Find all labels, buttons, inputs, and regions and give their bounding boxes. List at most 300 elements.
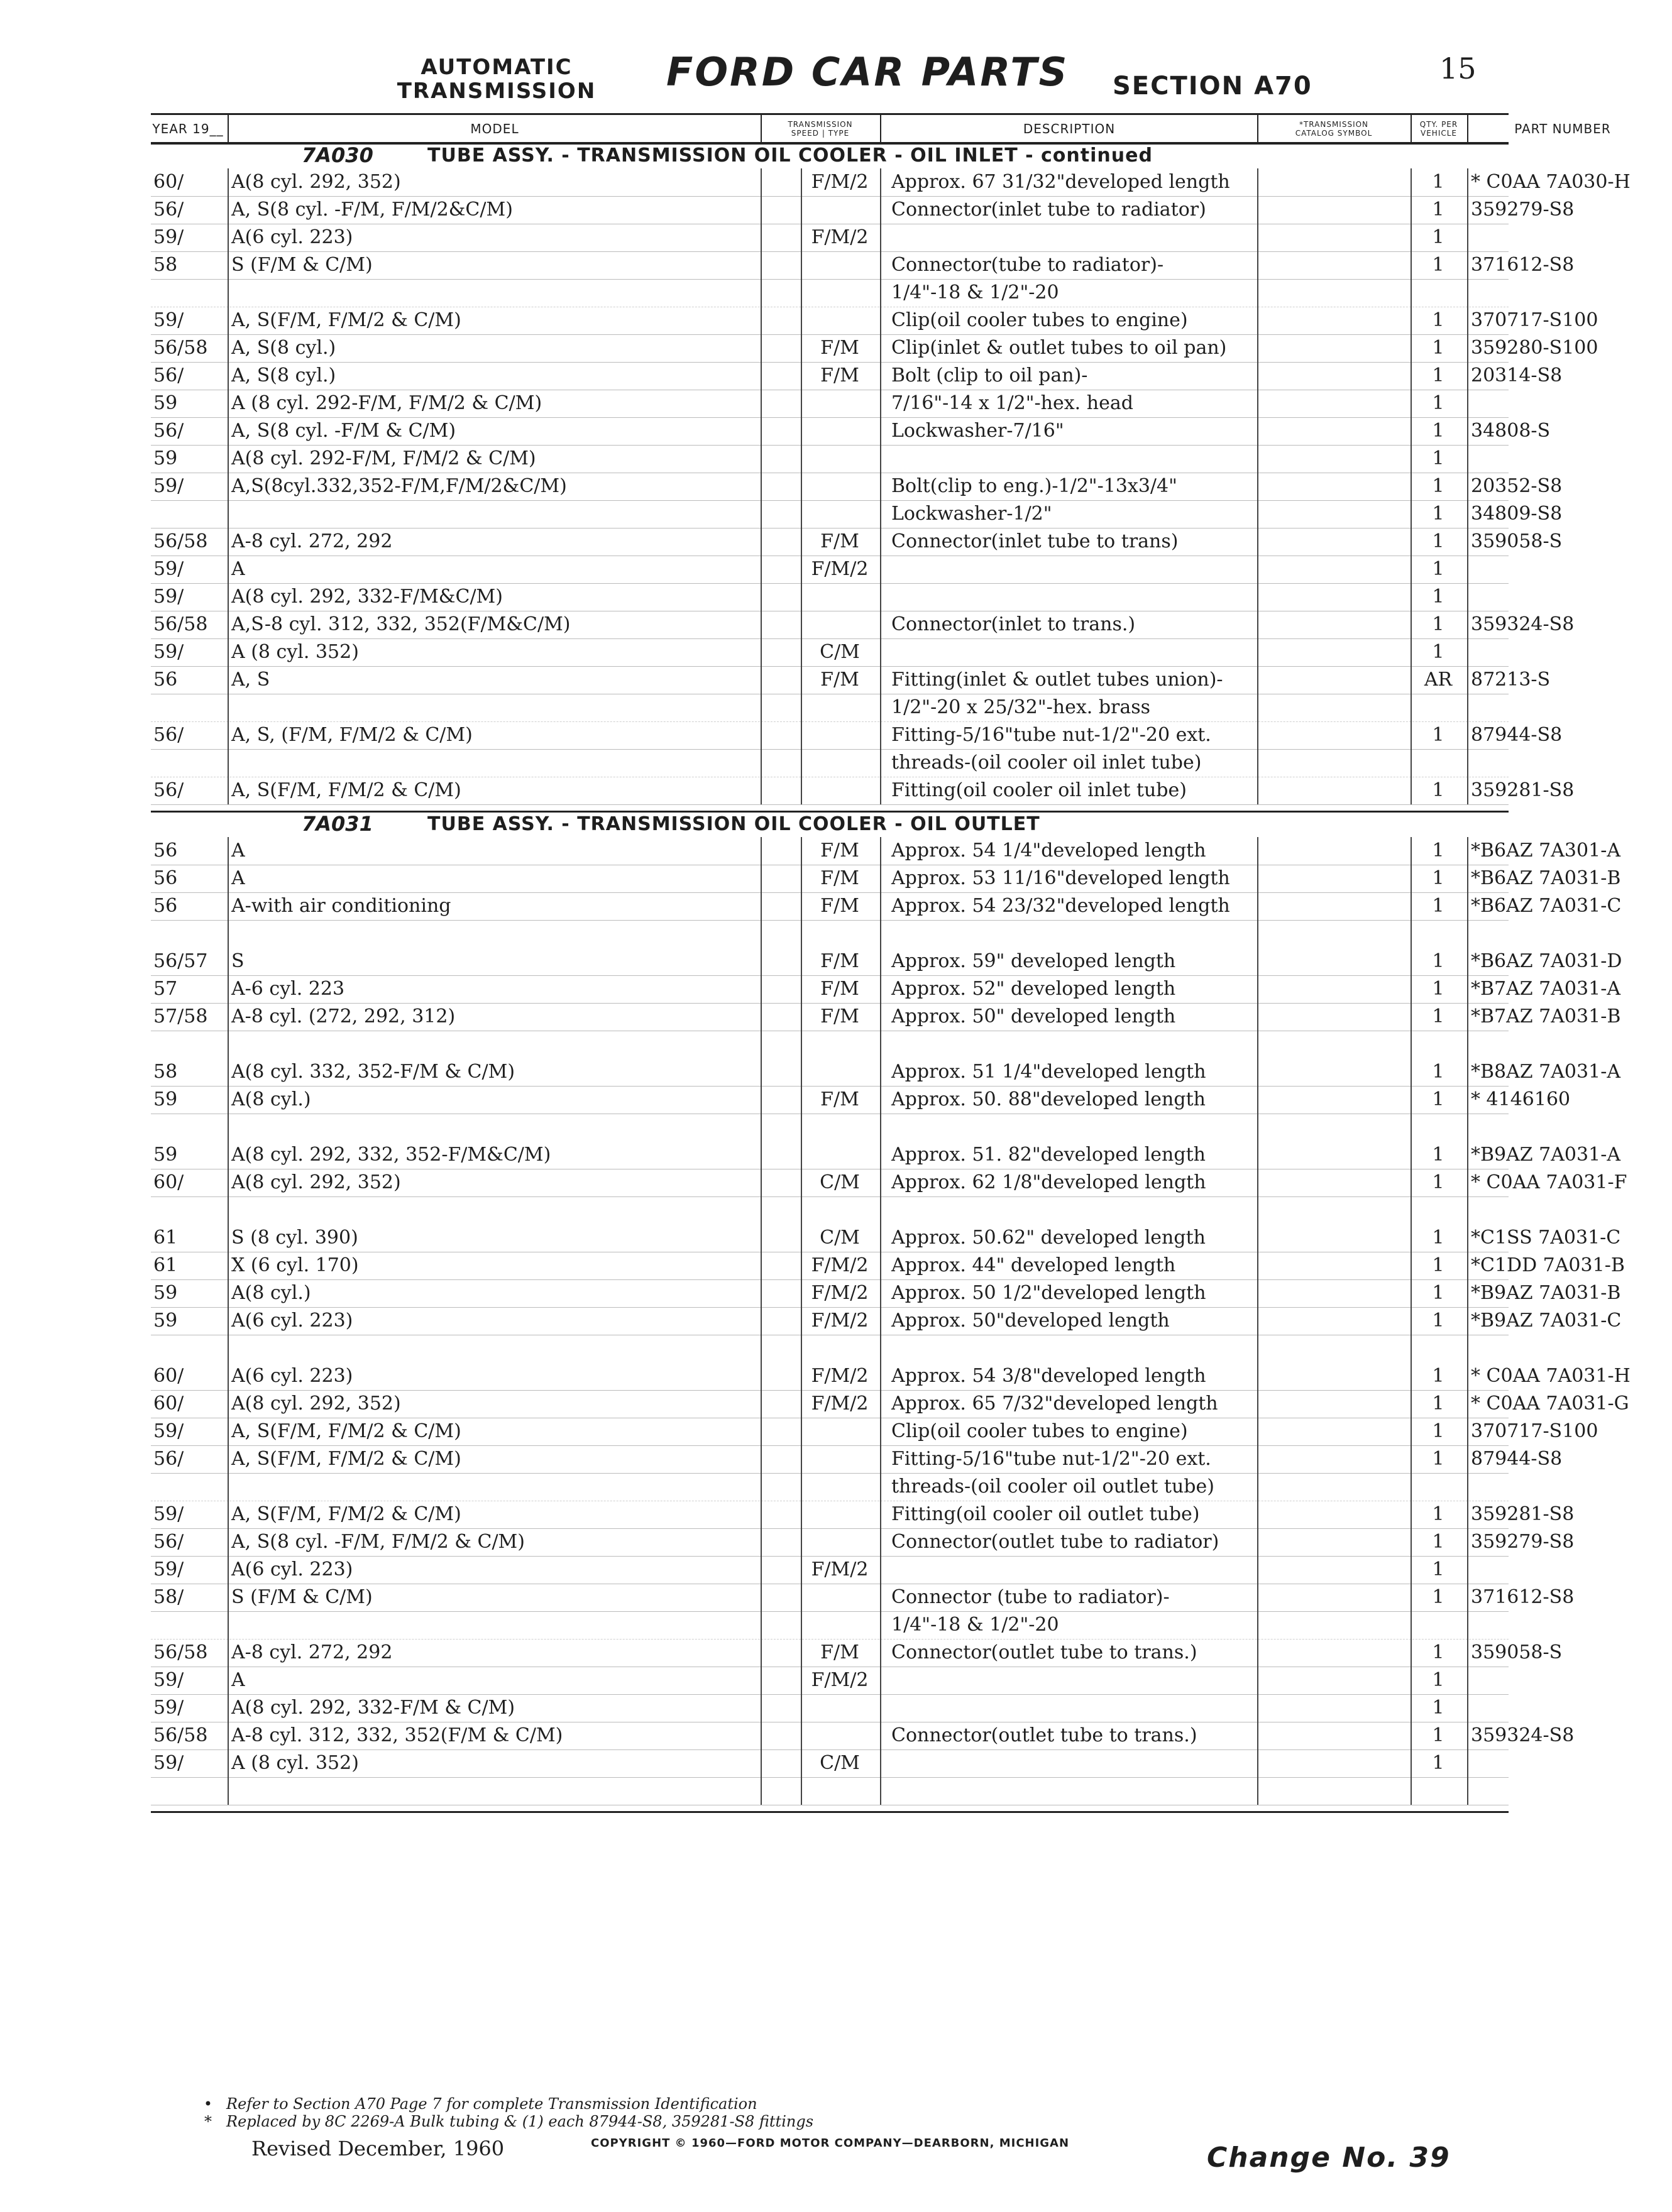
table-row <box>151 1169 1627 1197</box>
cell-type <box>802 390 877 417</box>
cell-model: A,S-8 cyl. 312, 332, 352(F/M&C/M) <box>231 613 571 635</box>
cell-desc: 7/16"-14 x 1/2"-hex. head <box>891 392 1133 414</box>
column-divider <box>1467 168 1468 804</box>
table-row <box>151 1279 1621 1308</box>
cell-desc <box>891 445 1256 473</box>
cell-desc: Connector(inlet to trans.) <box>891 613 1136 635</box>
cell-type: F/M <box>820 669 859 691</box>
table-row <box>151 1611 1509 1640</box>
cell-year: 56/58 <box>153 337 208 359</box>
cell-part: 359324-S8 <box>1471 1724 1575 1746</box>
cell-qty <box>1412 1473 1465 1501</box>
table-row <box>151 1362 1631 1391</box>
cell-qty: 1 <box>1432 1752 1444 1774</box>
column-qty <box>1412 115 1466 143</box>
cell-desc: Connector(inlet tube to radiator) <box>891 199 1206 221</box>
cell-part <box>1471 1749 1672 1777</box>
table-row <box>151 583 1509 611</box>
column-header <box>151 113 1611 145</box>
cell-desc: Lockwasher-1/2" <box>891 503 1052 525</box>
cell-model: A(8 cyl. 292, 332-F/M&C/M) <box>231 586 503 608</box>
cell-desc: Approx. 44" developed length <box>891 1254 1176 1276</box>
cell-part <box>1471 1611 1672 1639</box>
cell-qty: 1 <box>1432 364 1444 386</box>
cell-type <box>802 251 877 279</box>
cell-type: F/M/2 <box>811 1669 869 1691</box>
cell-type: F/M <box>820 1088 859 1110</box>
column-model: MODEL <box>470 121 519 136</box>
cell-type: F/M/2 <box>811 1558 869 1580</box>
cell-qty: 1 <box>1432 950 1444 972</box>
cell-part: *B9AZ 7A031-B <box>1471 1282 1621 1304</box>
cell-type <box>802 1722 877 1749</box>
cell-type <box>802 307 877 334</box>
cell-part: *B8AZ 7A031-A <box>1471 1061 1620 1083</box>
cell-year: 56/ <box>153 420 184 442</box>
cell-qty: 1 <box>1432 1641 1444 1663</box>
section-number: 7A031 <box>302 812 373 836</box>
cell-part: 87213-S <box>1471 669 1551 691</box>
cell-type: C/M <box>820 641 860 663</box>
cell-model: A, S(8 cyl.) <box>231 364 336 386</box>
cell-year: 59/ <box>153 586 184 608</box>
column-divider <box>761 837 762 1805</box>
cell-type: F/M/2 <box>811 171 869 193</box>
cell-year: 59/ <box>153 558 184 580</box>
cell-model: A(6 cyl. 223) <box>231 226 353 248</box>
cell-year: 59/ <box>153 475 184 497</box>
cell-part <box>1471 390 1672 417</box>
cell-model: S (F/M & C/M) <box>231 1586 373 1608</box>
cell-year: 56/57 <box>153 950 208 972</box>
cell-year: 59 <box>153 447 178 469</box>
cell-model: A-6 cyl. 223 <box>231 978 345 1000</box>
cell-year: 56/58 <box>153 1724 208 1746</box>
cell-year: 59/ <box>153 1669 184 1691</box>
cell-part: *B6AZ 7A031-C <box>1471 895 1622 917</box>
cell-type: F/M/2 <box>811 226 869 248</box>
column-year: YEAR 19__ <box>152 121 224 136</box>
column-divider <box>228 168 229 804</box>
table-row <box>151 1694 1509 1722</box>
column-divider <box>1257 837 1258 1805</box>
table-row <box>151 1501 1575 1529</box>
section-title: TUBE ASSY. - TRANSMISSION OIL COOLER - OIL OUTLET <box>427 813 1040 835</box>
table-row <box>151 777 1575 805</box>
cell-desc: Approx. 50" developed length <box>891 1005 1176 1027</box>
cell-year: 56/ <box>153 779 184 801</box>
cell-qty: 1 <box>1432 1005 1444 1027</box>
section-label: SECTION A70 <box>1113 72 1312 101</box>
cell-desc: Connector(outlet tube to trans.) <box>891 1641 1197 1663</box>
cell-qty: 1 <box>1432 199 1444 221</box>
cell-type <box>802 694 877 721</box>
cell-qty: 1 <box>1432 1365 1444 1387</box>
revised-date: Revised December, 1960 <box>251 2137 505 2160</box>
cell-model: A <box>231 1669 245 1691</box>
cell-year: 57/58 <box>153 1005 208 1027</box>
cell-year: 57 <box>153 978 178 1000</box>
cell-type: F/M/2 <box>811 1365 869 1387</box>
page-number: 15 <box>1439 52 1477 85</box>
cell-desc: Approx. 54 1/4"developed length <box>891 840 1206 862</box>
cell-desc: Bolt (clip to oil pan)- <box>891 364 1088 386</box>
cell-desc <box>891 583 1256 611</box>
cell-part <box>1471 279 1672 307</box>
cell-qty: 1 <box>1432 392 1444 414</box>
cell-model: A, S(8 cyl.) <box>231 337 336 359</box>
cell-type: F/M <box>820 867 859 889</box>
cell-part: * C0AA 7A031-H <box>1471 1365 1631 1387</box>
cell-part: *B7AZ 7A031-A <box>1471 978 1620 1000</box>
cell-year: 60/ <box>153 1365 184 1387</box>
cell-year <box>153 279 228 307</box>
footnote-2-mark: * <box>204 2113 212 2130</box>
column-catalog-line1: *TRANSMISSION <box>1299 120 1369 129</box>
cell-desc: Approx. 54 23/32"developed length <box>891 895 1230 917</box>
cell-desc: Approx. 50 1/2"developed length <box>891 1282 1206 1304</box>
cell-qty <box>1412 279 1465 307</box>
cell-type: C/M <box>820 1227 860 1249</box>
cell-type <box>802 473 877 500</box>
cell-type <box>802 1058 877 1086</box>
cell-model: A, S(F/M, F/M/2 & C/M) <box>231 1420 461 1442</box>
table-row <box>151 837 1620 865</box>
table-row <box>151 1556 1509 1584</box>
table-row <box>151 948 1622 976</box>
cell-model <box>231 279 759 307</box>
cell-part: 34809-S8 <box>1471 503 1563 525</box>
cell-desc: Fitting(oil cooler oil outlet tube) <box>891 1503 1200 1525</box>
cell-model: A, S(F/M, F/M/2 & C/M) <box>231 779 461 801</box>
cell-part: 359279-S8 <box>1471 199 1575 221</box>
cell-year: 56/ <box>153 1448 184 1470</box>
cell-model: A(8 cyl.) <box>231 1282 311 1304</box>
cell-desc: Connector(outlet tube to radiator) <box>891 1531 1219 1553</box>
table-row <box>151 638 1509 667</box>
cell-type: F/M/2 <box>811 1282 869 1304</box>
cell-model <box>231 749 759 777</box>
cell-qty: 1 <box>1432 337 1444 359</box>
cell-model: A-8 cyl. (272, 292, 312) <box>231 1005 456 1027</box>
cell-model: A(8 cyl. 292, 332, 352-F/M&C/M) <box>231 1144 551 1166</box>
cell-model: A (8 cyl. 292-F/M, F/M/2 & C/M) <box>231 392 542 414</box>
cell-part: 34808-S <box>1471 420 1551 442</box>
cell-part <box>1471 583 1672 611</box>
cell-qty <box>1412 1777 1465 1805</box>
cell-type: F/M <box>820 337 859 359</box>
cell-qty: 1 <box>1432 1088 1444 1110</box>
cell-type: C/M <box>820 1171 860 1193</box>
cell-model: A, S(8 cyl. -F/M & C/M) <box>231 420 456 442</box>
table-row <box>151 1418 1598 1446</box>
cell-year: 59/ <box>153 1558 184 1580</box>
cell-type <box>802 417 877 445</box>
table-row <box>151 556 1509 584</box>
copyright: COPYRIGHT © 1960—FORD MOTOR COMPANY—DEARBORN, MICHIGAN <box>591 2137 1070 2150</box>
table-row <box>151 1224 1621 1252</box>
cell-qty: 1 <box>1432 171 1444 193</box>
cell-type <box>802 1141 877 1169</box>
cell-model: X (6 cyl. 170) <box>231 1254 359 1276</box>
column-divider <box>761 168 762 804</box>
cell-part <box>1471 694 1672 721</box>
cell-part: 370717-S100 <box>1471 309 1598 331</box>
cell-part <box>1471 224 1672 251</box>
cell-model: A <box>231 558 245 580</box>
cell-part: 359058-S <box>1471 530 1563 552</box>
cell-type <box>802 1418 877 1445</box>
cell-model: A, S, (F/M, F/M/2 & C/M) <box>231 724 473 746</box>
page-title: FORD CAR PARTS <box>666 49 1069 95</box>
cell-year: 56 <box>153 867 178 889</box>
cell-part: 359281-S8 <box>1471 779 1575 801</box>
cell-year: 60/ <box>153 171 184 193</box>
cell-type <box>802 1528 877 1556</box>
cell-part: *B7AZ 7A031-B <box>1471 1005 1621 1027</box>
cell-qty: 1 <box>1432 586 1444 608</box>
cell-qty: 1 <box>1432 1061 1444 1083</box>
cell-year: 58 <box>153 254 178 276</box>
cell-year: 56/ <box>153 1531 184 1553</box>
table-row <box>151 1141 1620 1169</box>
cell-qty: 1 <box>1432 558 1444 580</box>
cell-type <box>802 611 877 638</box>
table-row <box>151 1307 1622 1335</box>
table-row <box>151 528 1563 556</box>
table-row <box>151 334 1598 363</box>
cell-desc: Connector (tube to radiator)- <box>891 1586 1170 1608</box>
cell-qty <box>1412 1611 1465 1639</box>
cell-desc: 1/4"-18 & 1/2"-20 <box>891 282 1059 304</box>
cell-year: 60/ <box>153 1171 184 1193</box>
column-divider <box>1411 168 1412 804</box>
column-part-number: PART NUMBER <box>1514 121 1611 136</box>
cell-desc: Approx. 51 1/4"developed length <box>891 1061 1206 1083</box>
cell-part: *B9AZ 7A031-C <box>1471 1310 1622 1332</box>
cell-part: * 4146160 <box>1471 1088 1571 1110</box>
footnote-2-text: Replaced by 8C 2269-A Bulk tubing & (1) each 87944-S8, 359281-S8 fittings <box>226 2113 814 2130</box>
cell-model: S (F/M & C/M) <box>231 254 373 276</box>
cell-qty: 1 <box>1432 226 1444 248</box>
cell-part <box>1471 638 1672 666</box>
table-row <box>151 390 1509 418</box>
cell-type: F/M/2 <box>811 558 869 580</box>
table-row <box>151 500 1563 528</box>
cell-model: A-with air conditioning <box>231 895 451 917</box>
cell-desc <box>891 1749 1256 1777</box>
cell-model: A,S(8cyl.332,352-F/M,F/M/2&C/M) <box>231 475 567 497</box>
table-row <box>151 445 1509 473</box>
table-row <box>151 694 1509 722</box>
cell-type <box>802 1694 877 1722</box>
table-row <box>151 1777 1509 1805</box>
cell-desc <box>891 1777 1256 1805</box>
cell-part <box>1471 749 1672 777</box>
cell-part: 370717-S100 <box>1471 1420 1598 1442</box>
cell-model: A(8 cyl. 292, 332-F/M & C/M) <box>231 1697 515 1719</box>
cell-qty: 1 <box>1432 1531 1444 1553</box>
cell-year <box>153 1473 228 1501</box>
section-title: TUBE ASSY. - TRANSMISSION OIL COOLER - OIL INLET - continued <box>427 145 1153 167</box>
cell-qty: 1 <box>1432 503 1444 525</box>
cell-year: 59 <box>153 1144 178 1166</box>
cell-desc: 1/2"-20 x 25/32"-hex. brass <box>891 696 1151 718</box>
cell-year: 59/ <box>153 1697 184 1719</box>
cell-year <box>153 749 228 777</box>
column-catalog-symbol <box>1258 115 1409 143</box>
cell-type <box>802 1445 877 1473</box>
cell-type <box>802 196 877 224</box>
cell-type <box>802 749 877 777</box>
table-row <box>151 975 1620 1004</box>
cell-desc: Lockwasher-7/16" <box>891 420 1064 442</box>
cell-desc: Approx. 51. 82"developed length <box>891 1144 1206 1166</box>
cell-year: 58/ <box>153 1586 184 1608</box>
cell-qty: 1 <box>1432 1697 1444 1719</box>
cell-year: 59 <box>153 1088 178 1110</box>
cell-year: 60/ <box>153 1393 184 1415</box>
cell-part: *B6AZ 7A031-D <box>1471 950 1622 972</box>
cell-desc: Connector(tube to radiator)- <box>891 254 1164 276</box>
cell-year <box>153 500 228 528</box>
cell-qty: 1 <box>1432 1669 1444 1691</box>
cell-model: A(8 cyl. 292, 352) <box>231 171 401 193</box>
cell-qty: 1 <box>1432 475 1444 497</box>
table-row <box>151 1584 1575 1612</box>
cell-year <box>153 694 228 721</box>
cell-part <box>1471 556 1672 583</box>
cell-desc: Approx. 67 31/32"developed length <box>891 171 1230 193</box>
cell-model <box>231 1611 759 1639</box>
cell-desc: Fitting-5/16"tube nut-1/2"-20 ext. <box>891 724 1211 746</box>
cell-desc: Approx. 52" developed length <box>891 978 1176 1000</box>
cell-desc: Approx. 54 3/8"developed length <box>891 1365 1206 1387</box>
cell-model: A, S(F/M, F/M/2 & C/M) <box>231 309 461 331</box>
cell-qty: 1 <box>1432 1448 1444 1470</box>
column-speed: SPEED <box>791 129 820 138</box>
table-row <box>151 1003 1621 1031</box>
cell-type: F/M <box>820 950 859 972</box>
cell-part: * C0AA 7A031-G <box>1471 1393 1629 1415</box>
column-catalog-line2: CATALOG SYMBOL <box>1295 129 1373 138</box>
cell-year <box>153 1611 228 1639</box>
table-row <box>151 1749 1509 1778</box>
cell-type: F/M <box>820 1641 859 1663</box>
cell-part <box>1471 1556 1672 1584</box>
cell-model: A (8 cyl. 352) <box>231 641 359 663</box>
cell-type: F/M <box>820 364 859 386</box>
cell-model: A-8 cyl. 272, 292 <box>231 530 393 552</box>
cell-desc: Approx. 53 11/16"developed length <box>891 867 1230 889</box>
cell-type <box>802 1584 877 1611</box>
table-row <box>151 611 1575 639</box>
cell-part: 20352-S8 <box>1471 475 1563 497</box>
cell-part: 20314-S8 <box>1471 364 1563 386</box>
cell-type <box>802 1473 877 1501</box>
table-row <box>151 749 1509 777</box>
cell-year: 59/ <box>153 1503 184 1525</box>
cell-desc: Fitting(inlet & outlet tubes union)- <box>891 669 1223 691</box>
cell-part: 371612-S8 <box>1471 254 1575 276</box>
table-row <box>151 1058 1620 1087</box>
table-row <box>151 1252 1625 1280</box>
cell-model <box>231 500 759 528</box>
column-transmission-label: TRANSMISSION <box>788 120 853 129</box>
table-row <box>151 666 1551 694</box>
cell-model: A(8 cyl.) <box>231 1088 311 1110</box>
table-row <box>151 279 1509 307</box>
cell-model <box>231 694 759 721</box>
cell-type: F/M <box>820 895 859 917</box>
column-transmission <box>762 115 879 143</box>
cell-desc: 1/4"-18 & 1/2"-20 <box>891 1614 1059 1636</box>
cell-model: A, S <box>231 669 270 691</box>
cell-part <box>1471 445 1672 473</box>
cell-year: 56/ <box>153 724 184 746</box>
cell-year: 56 <box>153 895 178 917</box>
cell-year: 59 <box>153 392 178 414</box>
cell-model: A(8 cyl. 292-F/M, F/M/2 & C/M) <box>231 447 536 469</box>
cell-model: A(6 cyl. 223) <box>231 1310 353 1332</box>
cell-model: A-8 cyl. 312, 332, 352(F/M & C/M) <box>231 1724 563 1746</box>
header-transmission: TRANSMISSION <box>397 79 597 104</box>
column-speed-type: SPEED | TYPE <box>791 129 850 138</box>
column-divider <box>880 837 881 1805</box>
cell-type <box>802 1611 877 1639</box>
cell-qty: 1 <box>1432 1558 1444 1580</box>
cell-type <box>802 721 877 749</box>
footnote-1-text: Refer to Section A70 Page 7 for complete Transmission Identification <box>226 2095 757 2113</box>
cell-qty: 1 <box>1432 895 1444 917</box>
cell-model: A(8 cyl. 292, 352) <box>231 1171 401 1193</box>
column-divider <box>228 837 229 1805</box>
cell-year: 59/ <box>153 309 184 331</box>
cell-year: 59/ <box>153 1420 184 1442</box>
cell-year: 61 <box>153 1227 178 1249</box>
change-number: Change No. 39 <box>1207 2142 1451 2174</box>
cell-qty: 1 <box>1432 1503 1444 1525</box>
section-number: 7A030 <box>302 143 373 167</box>
header-automatic-transmission <box>390 55 603 103</box>
cell-desc: Approx. 65 7/32"developed length <box>891 1393 1218 1415</box>
cell-model: A(8 cyl. 292, 352) <box>231 1393 401 1415</box>
cell-desc: threads-(oil cooler oil outlet tube) <box>891 1476 1214 1497</box>
cell-desc: Connector(inlet tube to trans) <box>891 530 1179 552</box>
cell-type <box>802 500 877 528</box>
cell-part: 87944-S8 <box>1471 1448 1563 1470</box>
cell-year: 56/ <box>153 364 184 386</box>
cell-desc <box>891 1556 1256 1584</box>
cell-model: S (8 cyl. 390) <box>231 1227 358 1249</box>
cell-year: 56/58 <box>153 613 208 635</box>
cell-desc: Clip(oil cooler tubes to engine) <box>891 309 1188 331</box>
cell-type: C/M <box>820 1752 860 1774</box>
column-divider <box>801 837 802 1805</box>
cell-qty: AR <box>1424 669 1453 691</box>
cell-part: 359279-S8 <box>1471 1531 1575 1553</box>
cell-model <box>231 1473 759 1501</box>
cell-type <box>802 777 877 804</box>
column-divider <box>1411 837 1412 1805</box>
cell-model: A, S(8 cyl. -F/M, F/M/2 & C/M) <box>231 1531 525 1553</box>
table-row <box>151 1528 1575 1557</box>
column-divider <box>880 168 881 804</box>
cell-model: A, S(F/M, F/M/2 & C/M) <box>231 1448 461 1470</box>
table-row <box>151 865 1621 893</box>
column-qty-line1: QTY. PER <box>1419 120 1458 129</box>
table-bottom-rule <box>151 1811 1509 1813</box>
